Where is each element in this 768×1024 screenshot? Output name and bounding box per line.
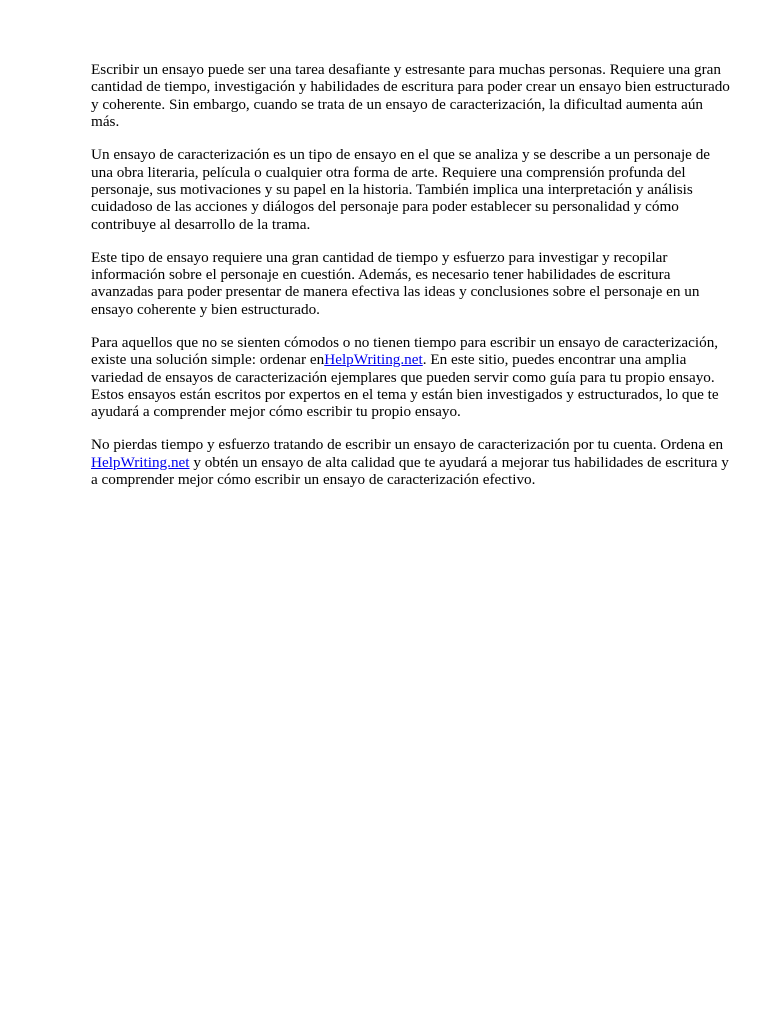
paragraph-2: Un ensayo de caracterización es un tipo de ensayo en el que se analiza y se describe a un personaje de una obra literaria, película o cualquier otra forma de arte. Requiere una comprensión profunda del personaje, sus motivaciones y su papel en la historia. También implica una interpretación y análisis cuidadoso de las acciones y diálogos del personaje para poder establecer su personalidad y cómo contribuye al desarrollo de la trama. [91, 146, 711, 233]
document-body [91, 61, 731, 504]
paragraph-3: Este tipo de ensayo requiere una gran cantidad de tiempo y esfuerzo para investigar y recopilar información sobre el personaje en cuestión. Además, es necesario tener habilidades de escritura avanzadas para poder presentar de manera efectiva las ideas y conclusiones sobre el personaje en un ensayo coherente y bien estructurado. [91, 248, 700, 318]
paragraph-5 [91, 436, 731, 488]
paragraph-4-text-after: . En este sitio, puedes encontrar una amplia variedad de ensayos de caracterización ejemplares que pueden servir como guía para tu propio ensayo. Estos ensayos están escritos por expertos en el tema y están bien investigados y estructurados, lo que te ayudará a comprender mejor cómo escribir tu propio ensayo. [91, 351, 719, 421]
paragraph-4 [91, 334, 731, 421]
paragraph-4-text-before: Para aquellos que no se sienten cómodos o no tienen tiempo para escribir un ensayo de caracterización, existe una solución simple: ordenar en [91, 333, 719, 369]
helpwriting-link-2[interactable]: HelpWriting.net [91, 453, 190, 471]
helpwriting-link[interactable]: HelpWriting.net [324, 351, 423, 369]
paragraph-5-text-before: No pierdas tiempo y esfuerzo tratando de escribir un ensayo de caracterización por tu cuenta. Ordena en [91, 436, 724, 454]
paragraph-1: Escribir un ensayo puede ser una tarea desafiante y estresante para muchas personas. Requiere una gran cantidad de tiempo, investigación y habilidades de escritura para poder crear un ensayo bien estructurado y coherente. Sin embargo, cuando se trata de un ensayo de caracterización, la dificultad aumenta aún más. [91, 61, 730, 131]
paragraph-5-text-after: y obtén un ensayo de alta calidad que te ayudará a mejorar tus habilidades de escritura y a comprender mejor cómo escribir un ensayo de caracterización efectivo. [91, 453, 729, 489]
